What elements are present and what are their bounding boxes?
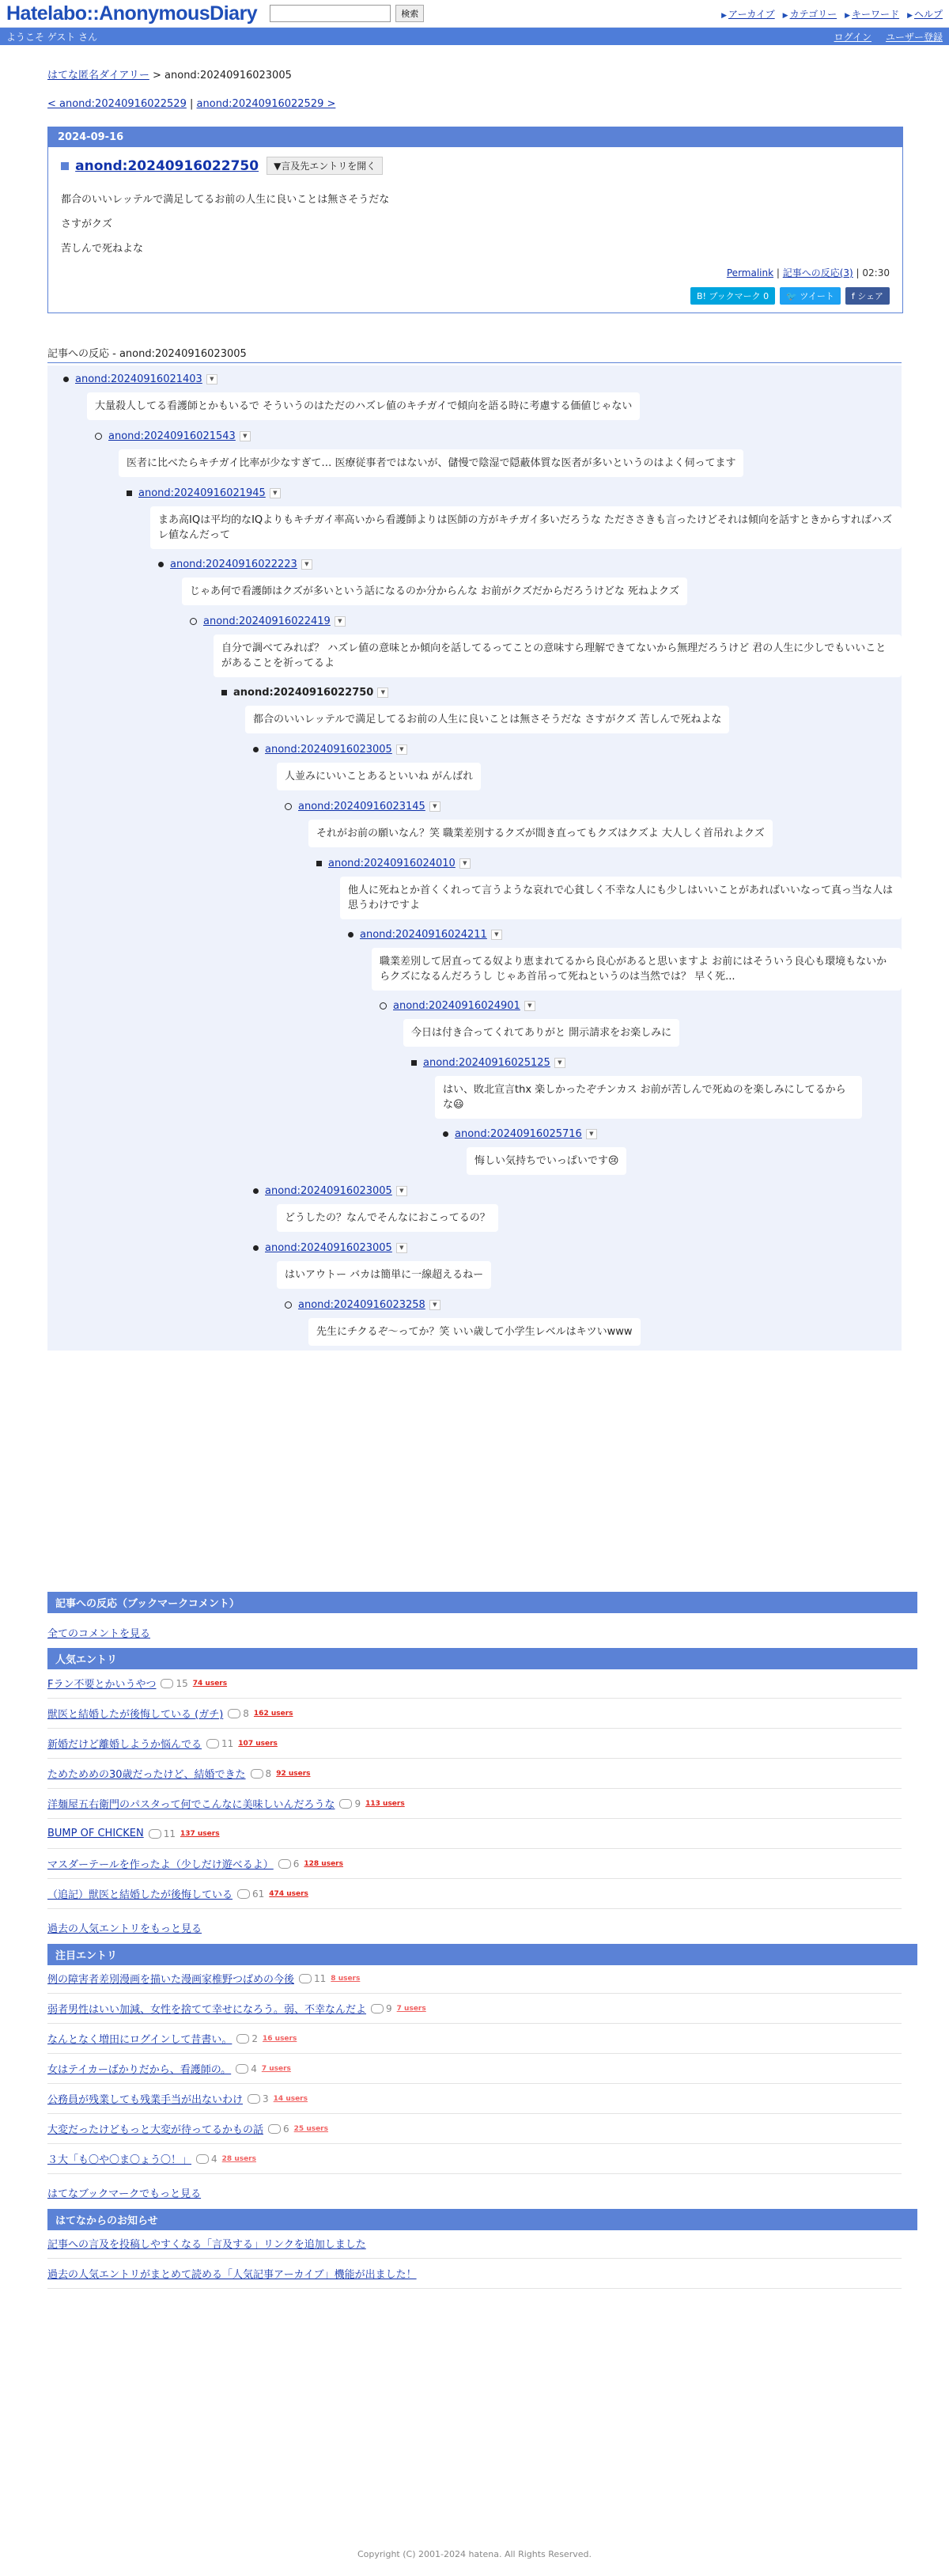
bookmark-entry	[47, 2144, 902, 2174]
entry-text	[61, 191, 890, 255]
featured-more-link[interactable]: はてなブックマークでもっと見る	[47, 2188, 202, 2200]
users-badge[interactable]: 7 users	[261, 2064, 291, 2073]
bullet-icon	[95, 433, 102, 440]
thread-node	[190, 616, 346, 627]
thread-entry-link[interactable]: anond:20240916023258	[298, 1299, 425, 1311]
thread-entry-link[interactable]: anond:20240916024211	[360, 929, 487, 941]
thread-node	[253, 744, 407, 756]
comment-bubble-icon	[236, 2034, 249, 2044]
users-badge[interactable]: 162 users	[253, 1709, 293, 1718]
bookmark-entry	[47, 1879, 902, 1909]
bookmark-entry-link[interactable]: 洋麺屋五右衛門のパスタって何でこんなに美味しいんだろうな	[47, 1799, 335, 1811]
thread-comment: はいアウトー バカは簡単に一線超えるねー	[277, 1261, 491, 1289]
comment-bubble-icon	[149, 1829, 161, 1839]
bookmark-entry	[47, 2114, 902, 2144]
facebook-icon: f	[851, 291, 858, 301]
thread-entry-link[interactable]: anond:20240916025125	[423, 1057, 550, 1069]
thread-comment: 都合のいいレッテルで満足してるお前の人生に良いことは無さそうだな さすがクズ 苦しんで死ねよな	[245, 706, 729, 733]
users-badge[interactable]: 128 users	[304, 1859, 343, 1868]
thread-entry-link[interactable]: anond:20240916022419	[203, 616, 331, 627]
thread-comment: 職業差別して居直ってる奴より恵まれてるから良心があると思いますよ お前にはそういう良心も環境もないからクズになるんだろうし じゃあ首吊って死ねというのは当然では？ 早く死...	[372, 948, 902, 991]
expand-toggle-icon[interactable]: ▼	[459, 858, 471, 869]
expand-toggle-icon[interactable]: ▼	[554, 1058, 565, 1068]
users-badge[interactable]: 74 users	[192, 1679, 228, 1688]
users-badge[interactable]: 107 users	[238, 1739, 278, 1748]
reactions-thread	[47, 366, 902, 1351]
tweet-label: ツイート	[800, 291, 834, 301]
thread-node	[221, 687, 388, 699]
thread-entry-link[interactable]: anond:20240916021543	[108, 430, 236, 442]
arrow-icon: ▶	[907, 11, 913, 20]
expand-toggle-icon[interactable]: ▼	[524, 1001, 535, 1011]
comment-bubble-icon	[228, 1709, 240, 1718]
bullet-icon	[253, 1245, 259, 1251]
featured-heading: 注目エントリ	[47, 1944, 917, 1965]
prev-entry-link[interactable]: < anond:20240916022529	[47, 98, 187, 110]
bookmark-entry	[47, 2054, 902, 2084]
site-logo[interactable]: Hatelabo::AnonymousDiary	[6, 2, 258, 25]
expand-toggle-icon[interactable]: ▼	[301, 559, 312, 570]
comment-bubble-icon	[206, 1739, 219, 1748]
bullet-icon	[253, 1188, 259, 1194]
bookmark-entry	[47, 1964, 902, 1994]
arrow-icon: ▶	[782, 11, 788, 20]
bookmark-entry-link[interactable]: なんとなく増田にログインして昔書い。	[47, 2034, 233, 2046]
nav-help[interactable]: ヘルプ	[913, 8, 943, 20]
users-badge[interactable]: 92 users	[276, 1769, 311, 1778]
thread-comment: はい、敗北宣言thx 楽しかったぞチンカス お前が苦しんで死ぬのを楽しみにしてるからな😃	[435, 1076, 862, 1119]
users-badge[interactable]: 28 users	[221, 2154, 256, 2163]
users-badge[interactable]: 14 users	[273, 2094, 308, 2103]
thread-comment: 自分で調べてみれば？ ハズレ値の意味とか傾向を話してるってことの意味すら理解できてないから無理だろうけど 君の人生に少しでもいいことがあることを祈ってるよ	[214, 635, 902, 677]
news-item	[47, 2259, 902, 2289]
expand-toggle-icon[interactable]: ▼	[377, 688, 388, 698]
bookmark-entry-link[interactable]: 公務員が残業しても残業手当が出ないわけ	[47, 2094, 244, 2106]
search-input[interactable]	[270, 5, 391, 22]
nav-keyword[interactable]: キーワード	[852, 8, 900, 20]
bookmark-entry-link[interactable]: 例の障害者差別漫画を描いた漫画家椎野つばめの今後	[47, 1974, 295, 1986]
entry-time: 02:30	[862, 267, 890, 278]
bird-icon: 🐦	[786, 291, 800, 301]
expand-toggle-icon[interactable]: ▼	[270, 488, 281, 498]
thread-comment: 悔しい気持ちでいっぱいです😢	[467, 1147, 626, 1175]
bullet-icon	[348, 932, 354, 938]
comment-bubble-icon	[268, 2124, 281, 2134]
comment-count: 9	[386, 2002, 392, 2014]
popular-more-link[interactable]: 過去の人気エントリをもっと見る	[47, 1923, 202, 1935]
next-entry-link[interactable]: anond:20240916022529 >	[196, 98, 336, 110]
bookmark-entry-link[interactable]: 獣医と結婚したが後悔している (ガチ)	[47, 1709, 224, 1721]
open-mention-button[interactable]: ▼言及先エントリを開く	[267, 157, 383, 175]
featured-list	[47, 1964, 902, 2174]
top-nav	[721, 7, 943, 21]
bookmark-entry	[47, 2024, 902, 2054]
expand-toggle-icon[interactable]: ▼	[240, 431, 251, 441]
entry-line: 苦しんで死ねよな	[61, 243, 144, 255]
thread-comment: まあ高IQは平均的なIQよりもキチガイ率高いから看護師よりは医師の方がキチガイ多いだろうな ただささきも言ったけどそれは傾向を話すときからすればハズレ値なんだって	[150, 506, 902, 549]
reactions-link[interactable]: 記事への反応(3)	[782, 267, 853, 278]
bullet-icon	[127, 491, 132, 496]
thread-comment: 大量殺人してる看護師とかもいるで そういうのはただのハズレ値のキチガイで傾向を語る時に考慮する価値じゃない	[87, 392, 640, 420]
comment-bubble-icon	[236, 2064, 248, 2074]
breadcrumb-home[interactable]: はてな匿名ダイアリー	[47, 70, 149, 81]
bullet-icon	[411, 1060, 417, 1066]
bookmark-entry	[47, 1819, 902, 1849]
thread-comment: 先生にチクるぞ〜ってか？笑 いい歳して小学生レベルはキツいwww	[308, 1318, 641, 1346]
comment-count: 61	[252, 1888, 265, 1900]
nav-category[interactable]: カテゴリー	[789, 8, 837, 20]
hatena-bookmark-button[interactable]: B! ブックマーク 0	[690, 287, 775, 305]
bookmark-entry	[47, 2084, 902, 2114]
comment-count: 11	[314, 1972, 327, 1984]
bookmark-entry	[47, 1699, 902, 1729]
news-list	[47, 2229, 902, 2289]
news-item	[47, 2229, 902, 2259]
bookmark-entry-link[interactable]: （追記）獣医と結婚したが後悔している	[47, 1889, 233, 1901]
tweet-button[interactable]	[780, 287, 841, 305]
thread-node	[127, 487, 281, 499]
comment-count: 6	[293, 1858, 300, 1869]
thread-node	[443, 1128, 597, 1140]
bookmark-comments-heading: 記事への反応（ブックマークコメント）	[47, 1592, 917, 1613]
entry-box	[47, 127, 903, 313]
bookmark-entry-link[interactable]: Fラン不要とかいうやつ	[47, 1679, 157, 1691]
breadcrumb-separator: >	[152, 70, 161, 81]
breadcrumb	[47, 66, 902, 81]
bookmark-entry	[47, 1669, 902, 1699]
nav-archive[interactable]: アーカイブ	[728, 8, 775, 20]
top-bar	[0, 0, 949, 28]
thread-comment: それがお前の願いなん？笑 職業差別するクズが間き直ってもクズはクズよ 大人しく首吊れよクズ	[308, 820, 773, 847]
comment-bubble-icon	[251, 1769, 263, 1779]
thread-node	[285, 801, 440, 813]
thread-entry-link[interactable]: anond:20240916023005	[265, 1242, 392, 1254]
thread-entry-link[interactable]: anond:20240916024010	[328, 858, 456, 869]
bookmark-entry	[47, 1789, 902, 1819]
thread-comment: 他人に死ねとか首くくれって言うような哀れで心貧しく不幸な人にも少しはいいことがあればいいなって真っ当な人は思うわけですよ	[340, 877, 902, 919]
thread-node	[253, 1185, 407, 1197]
expand-toggle-icon[interactable]: ▼	[396, 1243, 407, 1253]
entry-date: 2024-09-16	[48, 127, 902, 147]
bullet-icon	[285, 1301, 292, 1309]
news-heading: はてなからのお知らせ	[47, 2209, 917, 2230]
thread-node	[348, 929, 502, 941]
thread-node	[95, 430, 251, 442]
bullet-icon	[221, 690, 227, 695]
comment-count: 4	[251, 2063, 257, 2074]
thread-comment: どうしたの？なんでそんなにおこってるの？	[277, 1204, 498, 1232]
bookmark-entry-link[interactable]: 新婚だけど離婚しようか悩んでる	[47, 1739, 202, 1751]
bookmark-entry-link[interactable]: マスダーテールを作ったよ（少しだけ遊べるよ）	[47, 1859, 274, 1871]
bookmark-entry	[47, 1729, 902, 1759]
share-row	[61, 287, 890, 305]
reactions-heading: 記事への反応 - anond:20240916023005	[47, 345, 902, 363]
bullet-icon	[380, 1002, 387, 1010]
bookmark-entry	[47, 1759, 902, 1789]
comment-count: 15	[176, 1677, 188, 1689]
bookmark-entry-link[interactable]: BUMP OF CHICKEN	[47, 1828, 144, 1839]
bullet-icon	[190, 618, 197, 625]
comment-bubble-icon	[237, 1889, 250, 1899]
expand-toggle-icon[interactable]: ▼	[586, 1129, 597, 1139]
signup-link[interactable]: ユーザー登録	[885, 31, 943, 43]
bookmark-entry-link[interactable]: ３大「も〇や〇ま〇ょう〇！」	[47, 2154, 192, 2166]
expand-toggle-icon[interactable]: ▼	[429, 1300, 440, 1310]
bullet-icon	[443, 1131, 448, 1137]
comment-count: 4	[211, 2153, 217, 2165]
comment-bubble-icon	[339, 1799, 352, 1809]
comment-count: 11	[221, 1737, 234, 1749]
thread-node	[285, 1299, 440, 1311]
pager-separator: |	[190, 98, 194, 110]
thread-node	[158, 559, 312, 570]
share-label: シェア	[857, 291, 883, 301]
permalink[interactable]: Permalink	[726, 267, 774, 278]
comment-bubble-icon	[248, 2094, 260, 2104]
comment-bubble-icon	[278, 1859, 291, 1869]
bullet-icon	[316, 861, 322, 866]
entry-line: 都合のいいレッテルで満足してるお前の人生に良いことは無さそうだな	[61, 194, 390, 206]
thread-comment: 人並みにいいことあるといいね がんばれ	[277, 763, 481, 790]
bullet-icon	[285, 803, 292, 810]
thread-entry-link[interactable]: anond:20240916021403	[75, 373, 202, 385]
thread-comment: 医者に比べたらキチガイ比率が少なすぎて… 医療従事者ではないが、儲慢で陰湿で隠蔽体質な医者が多いというのはよく伺ってます	[119, 449, 743, 477]
bullet-icon	[63, 377, 69, 382]
expand-toggle-icon[interactable]: ▼	[491, 930, 502, 940]
thread-entry-link[interactable]: anond:20240916023145	[298, 801, 425, 813]
comment-bubble-icon	[196, 2154, 209, 2164]
thread-entry-link[interactable]: anond:20240916024901	[393, 1000, 520, 1012]
thread-node	[63, 373, 217, 385]
comment-count: 11	[163, 1828, 176, 1839]
breadcrumb-current: anond:20240916023005	[164, 70, 292, 81]
bookmark-entry-link[interactable]: 弱者男性はいい加減、女性を捨てて幸せになろう。弱、不幸なんだよ	[47, 2004, 367, 2016]
thread-comment: 今日は付き合ってくれてありがと 開示請求をお楽しみに	[403, 1019, 679, 1047]
thread-entry-link[interactable]: anond:20240916022223	[170, 559, 297, 570]
thread-node	[380, 1000, 535, 1012]
thread-entry-link: anond:20240916022750	[233, 687, 374, 699]
arrow-icon: ▶	[721, 11, 727, 20]
thread-entry-link[interactable]: anond:20240916021945	[138, 487, 266, 499]
welcome-text: ようこそ ゲスト さん	[6, 31, 98, 43]
facebook-share-button[interactable]	[845, 287, 890, 305]
footer: Copyright (C) 2001-2024 hatena. All Rights Reserved.	[357, 2549, 592, 2559]
entry-meta: Permalink | 記事への反応(3) | 02:30	[726, 267, 890, 278]
bookmark-entry	[47, 1994, 902, 2024]
all-comments-link[interactable]: 全てのコメントを見る	[47, 1628, 151, 1640]
comment-count: 8	[243, 1707, 249, 1719]
pager	[47, 98, 902, 110]
comment-bubble-icon	[371, 2004, 384, 2013]
entry-line: さすがクズ	[61, 218, 112, 230]
expand-toggle-icon[interactable]: ▼	[396, 744, 407, 755]
comment-bubble-icon	[161, 1679, 173, 1688]
users-badge[interactable]: 8 users	[331, 1974, 361, 1983]
popular-list	[47, 1669, 902, 1909]
thread-entry-link[interactable]: anond:20240916023005	[265, 1185, 392, 1197]
comment-bubble-icon	[299, 1974, 312, 1983]
thread-node	[411, 1057, 565, 1069]
users-badge[interactable]: 25 users	[293, 2124, 328, 2133]
thread-comment: じゃあ何で看護師はクズが多いという話になるのか分からんな お前がクズだからだろうけどな 死ねよクズ	[182, 578, 687, 605]
thread-entry-link[interactable]: anond:20240916023005	[265, 744, 392, 756]
entry-square-icon	[61, 162, 69, 170]
entry-title[interactable]: anond:20240916022750	[75, 157, 259, 174]
expand-toggle-icon[interactable]: ▼	[429, 801, 440, 812]
login-link[interactable]: ログイン	[834, 31, 871, 43]
search-button[interactable]: 検索	[395, 5, 424, 22]
users-badge[interactable]: 137 users	[180, 1829, 220, 1838]
news-link[interactable]: 過去の人気エントリがまとめて読める「人気記事アーカイブ」機能が出ました！	[47, 2269, 417, 2281]
news-link[interactable]: 記事への言及を投稿しやすくなる「言及する」リンクを追加しました	[47, 2239, 366, 2251]
comment-count: 3	[263, 2093, 269, 2104]
expand-toggle-icon[interactable]: ▼	[396, 1186, 407, 1196]
bookmark-entry-link[interactable]: 女はテイカーばかりだから、看護師の。	[47, 2064, 232, 2076]
user-bar	[0, 28, 949, 45]
thread-entry-link[interactable]: anond:20240916025716	[455, 1128, 582, 1140]
comment-count: 8	[265, 1767, 272, 1779]
bullet-icon	[253, 747, 259, 752]
expand-toggle-icon[interactable]: ▼	[335, 616, 346, 627]
users-badge[interactable]: 16 users	[263, 2034, 297, 2043]
bookmark-entry-link[interactable]: ためためめの30歳だったけど、結婚できた	[47, 1769, 246, 1781]
bookmark-entry	[47, 1849, 902, 1879]
comment-count: 6	[283, 2123, 289, 2135]
arrow-icon: ▶	[845, 11, 851, 20]
expand-toggle-icon[interactable]: ▼	[206, 374, 217, 385]
comment-count: 2	[251, 2032, 258, 2044]
popular-heading: 人気エントリ	[47, 1648, 917, 1669]
bookmark-entry-link[interactable]: 大変だったけどもっと大変が待ってるかもの話	[47, 2124, 264, 2136]
thread-node	[316, 858, 471, 869]
users-badge[interactable]: 7 users	[396, 2004, 426, 2013]
comment-count: 9	[354, 1798, 361, 1809]
bullet-icon	[158, 562, 164, 567]
users-badge[interactable]: 474 users	[269, 1889, 308, 1898]
users-badge[interactable]: 113 users	[365, 1799, 405, 1808]
thread-node	[253, 1242, 407, 1254]
